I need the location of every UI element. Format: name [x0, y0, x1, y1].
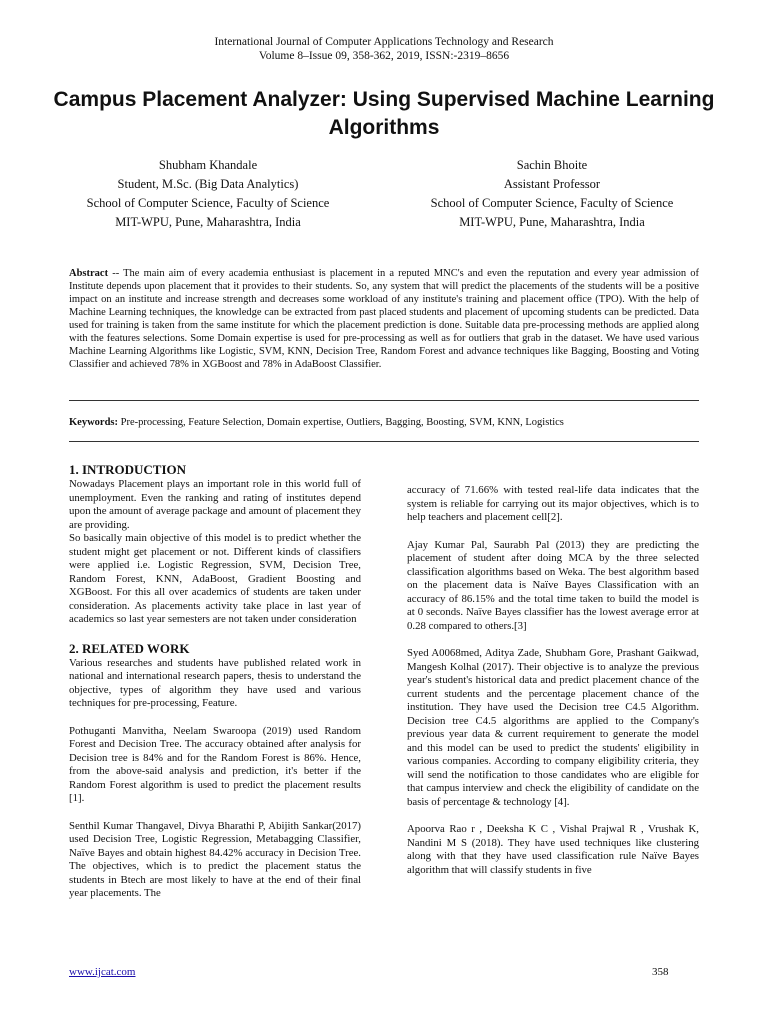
author-1: [48, 156, 368, 232]
journal-header: [0, 35, 768, 63]
right-paragraph-4: Apoorva Rao r , Deeksha K C , Vishal Prajwal R , Vrushak K, Nandini M S (2018). They have used techniques like clustering along with that they have used classification rule Naïve Bayes algorithm that will classify students in five: [407, 823, 699, 876]
keywords-text: Pre-processing, Feature Selection, Domain expertise, Outliers, Bagging, Boosting, SVM, KNN, Logistics: [120, 417, 564, 428]
abstract-text: -- The main aim of every academia enthusiast is placement in a reputed MNC's and even the reputation and every year admission of Institute depends upon placement that it provides to their students. So, any system that will predict the placements of the students will be a positive impact on an institute and increase strength and decreases some workload of any institute's training and placement office (TPO). With the help of Machine Learning techniques, the knowledge can be extracted from past placed students and placement of upcoming students can be predicted. Data used for training is taken from the same institute for which the placement prediction is done. Suitable data pre-processing methods are applied along with the features selections. Some Domain expertise is used for pre-processing as well as for outliers that grab in the dataset. We have used various Machine Learning Algorithms like Logistic, SVM, KNN, Decision Tree, Random Forest and advance techniques like Bagging, Boosting and Voting Classifier and achieved 78% in XGBoost and 78% in AdaBoost Classifier.: [69, 268, 699, 370]
paper-title: Campus Placement Analyzer: Using Supervised Machine Learning Algorithms: [53, 88, 715, 139]
author-1-role: Student, M.Sc. (Big Data Analytics): [117, 177, 299, 191]
related-paragraph-3: Senthil Kumar Thangavel, Divya Bharathi P, Abijith Sankar(2017) used Decision Tree, Logistic Regression, Metabagging Classifier, Naïve Bayes and obtain highest 84.42% accuracy in Decision Tree. The objectives, which is to predict the placement status the students in Btech are most likely to have at the end of their final year placements. The: [69, 819, 361, 899]
author-2: [392, 156, 712, 232]
author-2-name: Sachin Bhoite: [516, 158, 588, 172]
abstract: [69, 267, 699, 371]
section-heading-related-work: 2. RELATED WORK: [69, 640, 190, 656]
author-1-place: MIT-WPU, Pune, Maharashtra, India: [115, 215, 301, 229]
spacer: [69, 806, 361, 820]
keywords: [69, 416, 699, 429]
author-2-place: MIT-WPU, Pune, Maharashtra, India: [459, 215, 645, 229]
abstract-label: Abstract: [69, 268, 109, 279]
spacer: [69, 627, 361, 641]
divider-top: [69, 400, 699, 401]
spacer: [69, 711, 361, 725]
author-1-school: School of Computer Science, Faculty of Science: [86, 196, 330, 210]
section-heading-introduction: 1. INTRODUCTION: [69, 462, 187, 477]
spacer: [407, 633, 699, 647]
journal-volume: Volume 8–Issue 09, 358-362, 2019, ISSN:-2319–8656: [258, 50, 510, 62]
right-column: [407, 484, 699, 877]
journal-name: International Journal of Computer Applications Technology and Research: [214, 36, 554, 48]
author-1-name: Shubham Khandale: [158, 158, 258, 172]
intro-paragraph-2: So basically main objective of this model is to predict whether the student might get placement or not. Different kinds of classifiers were applied i.e. Logistic Regression, SVM, Decision Tree, Random Forest, KNN, AdaBoost, Gradient Boosting and XGBoost. For this all over academics of students are taken under consideration. As placements activity take place in last year of academics so last year semesters are not taken under consideration: [69, 532, 361, 625]
related-paragraph-1: Various researches and students have published related work in national and international research papers, thesis to understand the objective, types of algorithm they have used and various techniques for pre-processing, Feature.: [69, 656, 361, 709]
right-paragraph-2: Ajay Kumar Pal, Saurabh Pal (2013) they are predicting the placement of student after doing MCA by the three selected classification algorithms based on Weka. The best algorithm based on the placement data is Naïve Bayes Classification with an accuracy of 86.15% and the total time taken to build the model is at 0 seconds. Naïve Bayes classifier has the lowest average error at 0.28 compared to others.[3]: [407, 538, 699, 632]
spacer: [407, 809, 699, 823]
divider-bottom: [69, 441, 699, 442]
author-2-role: Assistant Professor: [503, 177, 601, 191]
keywords-label: Keywords:: [69, 417, 118, 428]
related-paragraph-2: Pothuganti Manvitha, Neelam Swaroopa (2019) used Random Forest and Decision Tree. The accuracy obtained after analysis for Decision tree is 84% and for the Random Forest is 86%. Hence, from the above-said analysis and prediction, it's better if the Random Forest algorithm is used to predict the placement results [1].: [69, 724, 361, 804]
page-number: 358: [652, 966, 669, 978]
journal-website-link[interactable]: www.ijcat.com: [69, 966, 136, 978]
right-paragraph-1: accuracy of 71.66% with tested real-life data indicates that the system is reliable for carrying out its major objectives, which is to help teachers and placement cell[2].: [407, 484, 699, 523]
author-2-school: School of Computer Science, Faculty of Science: [430, 196, 674, 210]
intro-paragraph-1: Nowadays Placement plays an important role in this world full of unemployment. Even the ranking and rating of institutes depend upon the amount of average package and amount of placement they are providing.: [69, 478, 362, 531]
left-column: [69, 462, 361, 901]
right-paragraph-3: Syed A0068med, Aditya Zade, Shubham Gore, Prashant Gaikwad, Mangesh Kolhal (2017). Their objective is to analyze the previous year's student's historical data and predict placement chance of the current students and the percentage placement chance of the institution. They have used the Decision tree C4.5 Algorithm. Decision tree C4.5 algorithms are applied to the Company's previous year data & current requirement to generate the model and this model can be used to predict the students' eligibility in various companies. According to company eligibility criteria, they will send the notification to those candidates who are eligible for that campus interview and check the eligibility of candidate on the basis of percentage & technology [4].: [407, 647, 699, 808]
spacer: [407, 525, 699, 539]
